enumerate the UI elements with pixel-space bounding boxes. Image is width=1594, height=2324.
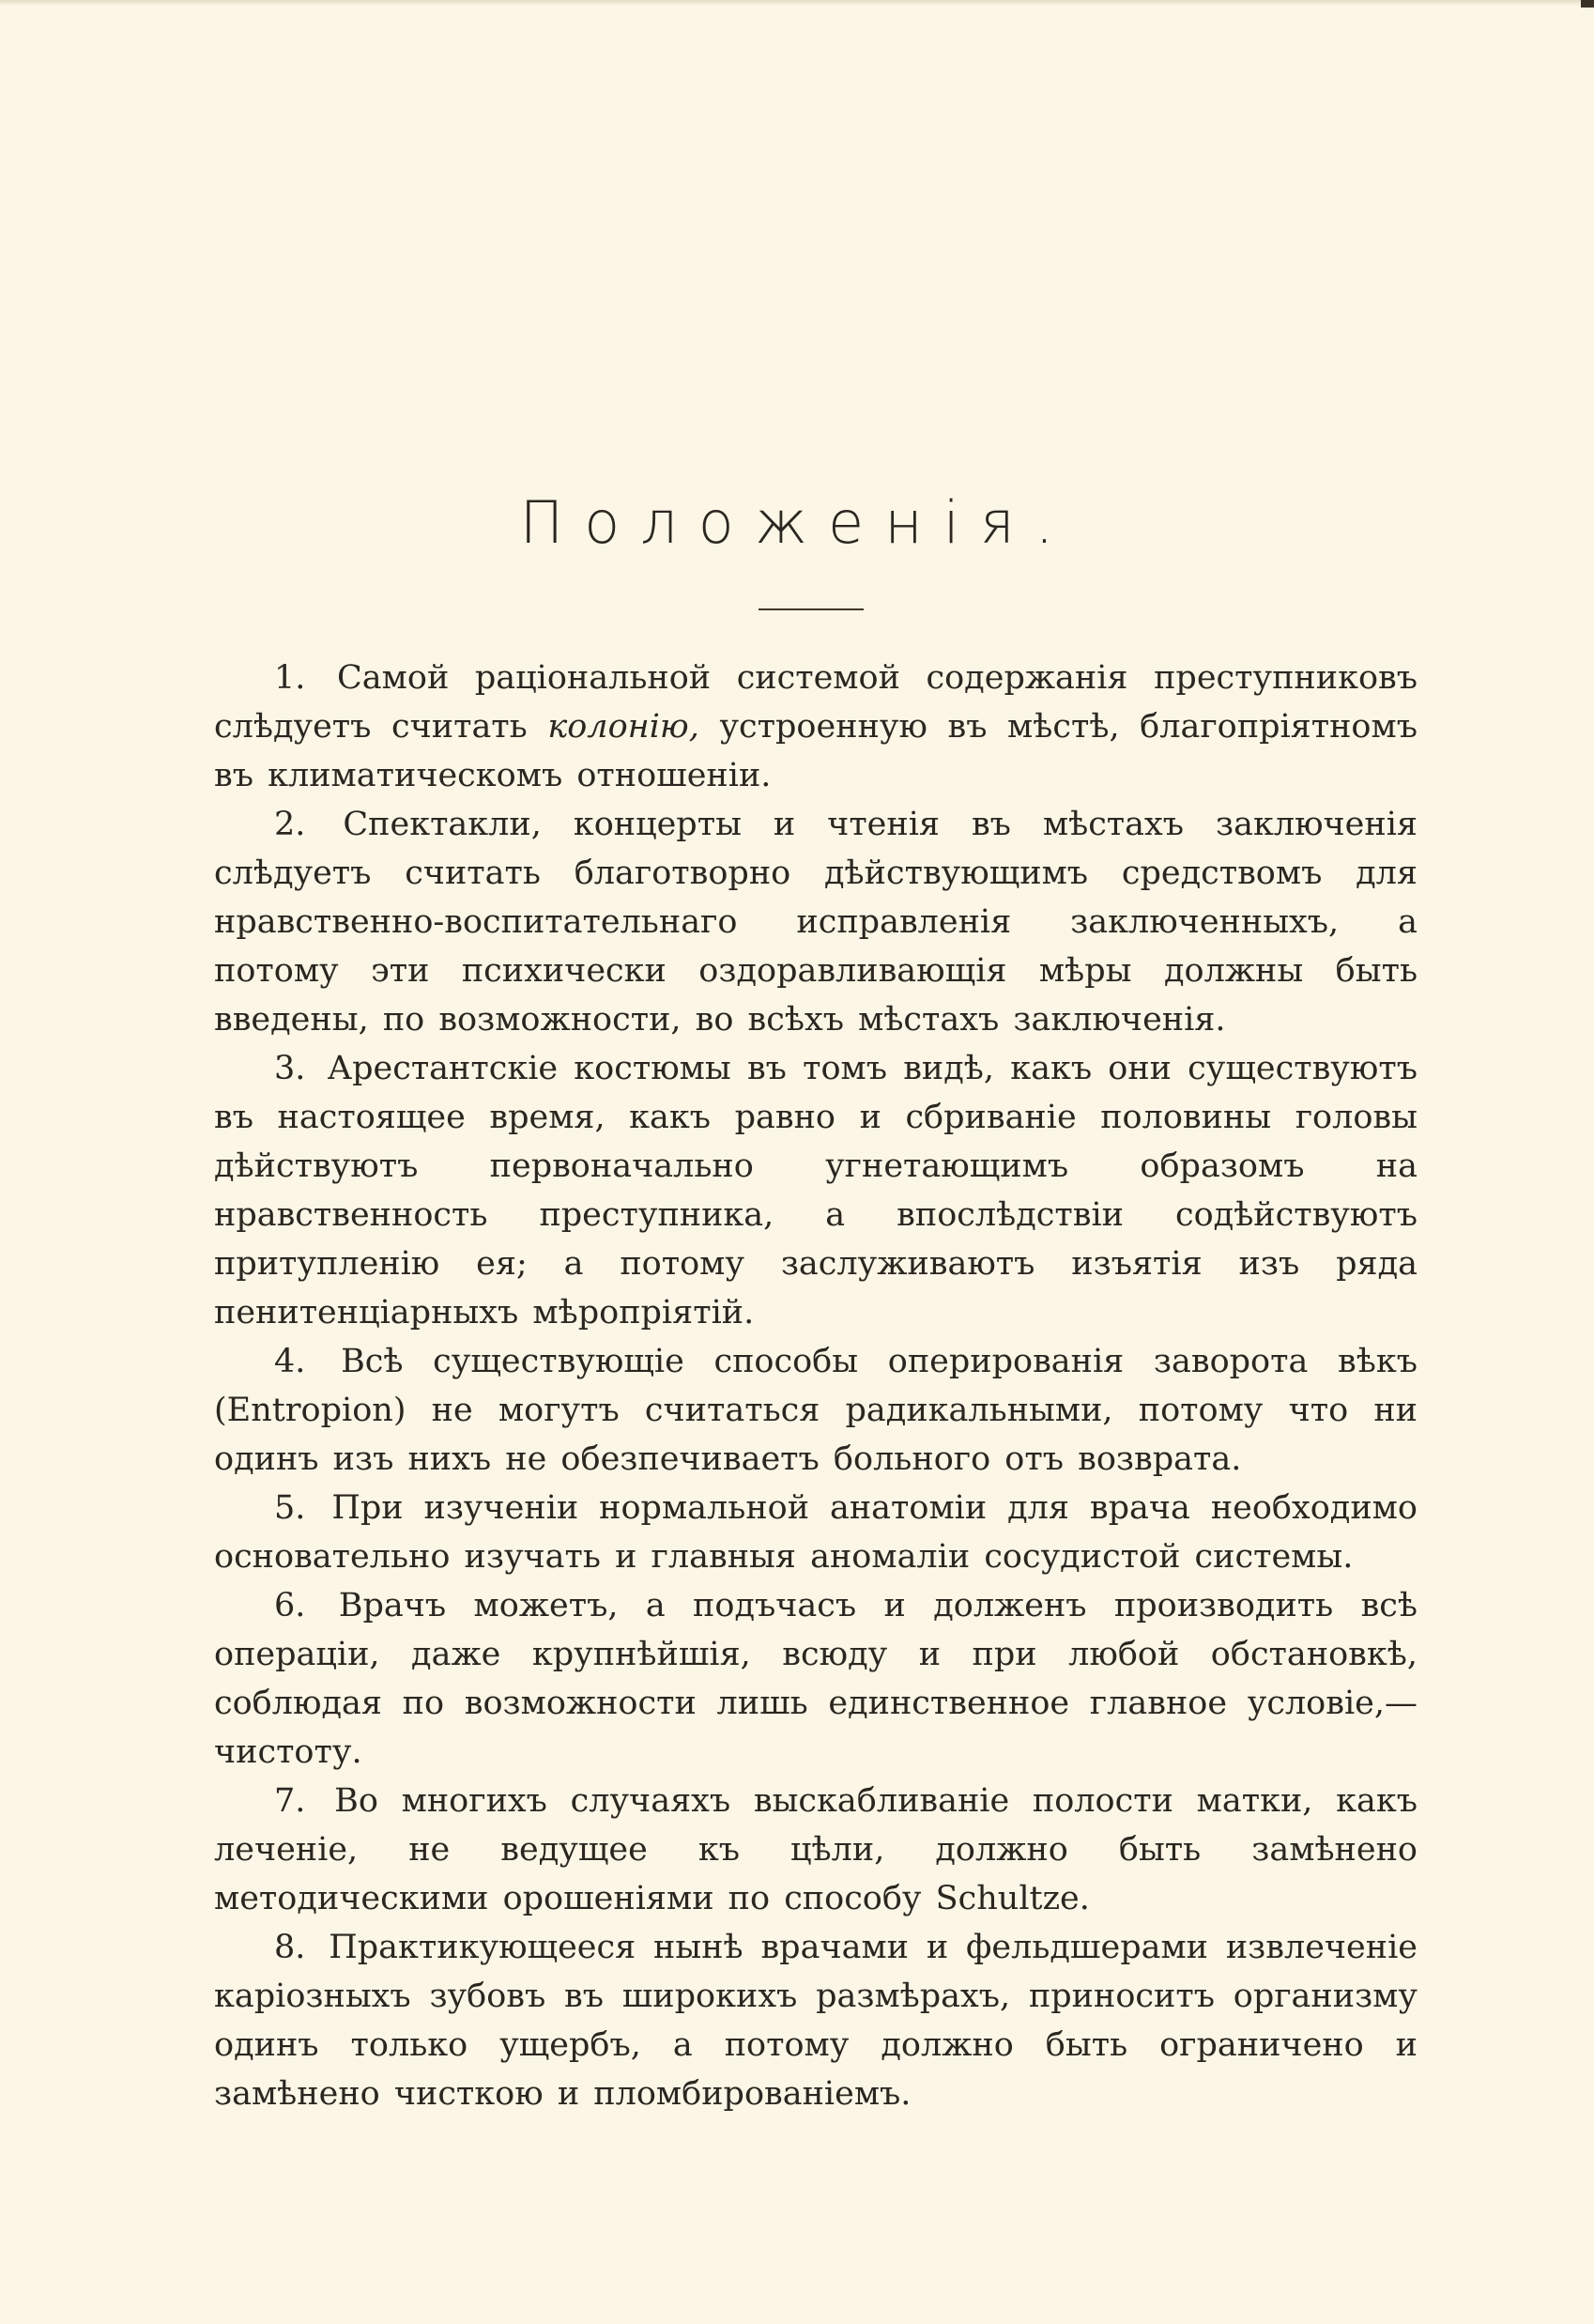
- thesis-text: Спектакли, концерты и чтенія въ мѣстахъ заключенія слѣдуетъ считать благотворно дѣйствующимъ средствомъ для нравственно-воспитательнаго исправленія заключенныхъ, а потому эти психически оздоравливающія мѣры должны быть введены, по возможности, во всѣхъ мѣстахъ заключенія.: [214, 806, 1418, 1039]
- thesis-text: Всѣ существующіе способы оперированія заворота вѣкъ (Entropion) не могутъ считаться радикальными, потому что ни одинъ изъ нихъ не обезпечиваетъ больного отъ возврата.: [214, 1343, 1418, 1478]
- thesis-3: [214, 1044, 1418, 1337]
- thesis-emphasis: колонію,: [547, 708, 699, 746]
- thesis-text: устроенную въ мѣстѣ, благопріятномъ въ климатическомъ отношеніи.: [214, 708, 1418, 794]
- page-title: Положенія.: [519, 488, 1075, 557]
- thesis-7: [214, 1777, 1418, 1923]
- page-corner-mark: [1581, 0, 1594, 8]
- thesis-1: [214, 654, 1418, 800]
- thesis-number: 4.: [274, 1343, 306, 1380]
- thesis-number: 2.: [274, 806, 306, 843]
- thesis-number: 3.: [274, 1050, 306, 1087]
- thesis-2: [214, 800, 1418, 1044]
- thesis-number: 6.: [274, 1587, 306, 1624]
- thesis-4: [214, 1337, 1418, 1484]
- thesis-6: [214, 1581, 1418, 1777]
- thesis-number: 7.: [274, 1782, 306, 1820]
- thesis-number: 5.: [274, 1489, 306, 1527]
- theses-list: [214, 654, 1418, 2118]
- thesis-text: Во многихъ случаяхъ выскабливаніе полости матки, какъ леченіе, не ведущее къ цѣли, должно быть замѣнено методическими орошеніями по способу Schultze.: [214, 1782, 1418, 1917]
- thesis-8: [214, 1923, 1418, 2118]
- title-underline: [759, 608, 864, 610]
- page-top-edge: [0, 0, 1594, 6]
- thesis-text: Практикующееся нынѣ врачами и фельдшерами извлеченіе каріозныхъ зубовъ въ широкихъ размѣрахъ, приноситъ организму одинъ только ущербъ, а потому должно быть ограничено и замѣнено чисткою и пломбированіемъ.: [214, 1929, 1418, 2113]
- thesis-text: Врачъ можетъ, а подъчасъ и долженъ производить всѣ операціи, даже крупнѣйшія, всюду и при любой обстановкѣ, соблюдая по возможности лишь единственное главное условіе,— чистоту.: [214, 1587, 1418, 1771]
- thesis-text: Самой раціональной системой содержанія преступниковъ слѣдуетъ считать: [214, 659, 1418, 746]
- thesis-number: 8.: [274, 1929, 306, 1966]
- thesis-text: При изученіи нормальной анатоміи для врача необходимо основательно изучать и главныя аномаліи сосудистой системы.: [214, 1489, 1418, 1576]
- thesis-number: 1.: [274, 659, 306, 697]
- thesis-5: [214, 1484, 1418, 1581]
- thesis-text: Арестантскіе костюмы въ томъ видѣ, какъ они существуютъ въ настоящее время, какъ равно и сбриваніе половины головы дѣйствуютъ первоначально угнетающимъ образомъ на нравственность преступника, а впослѣдствіи содѣйствуютъ притупленію ея; а потому заслуживаютъ изъятія изъ ряда пенитенціарныхъ мѣропріятій.: [214, 1050, 1418, 1331]
